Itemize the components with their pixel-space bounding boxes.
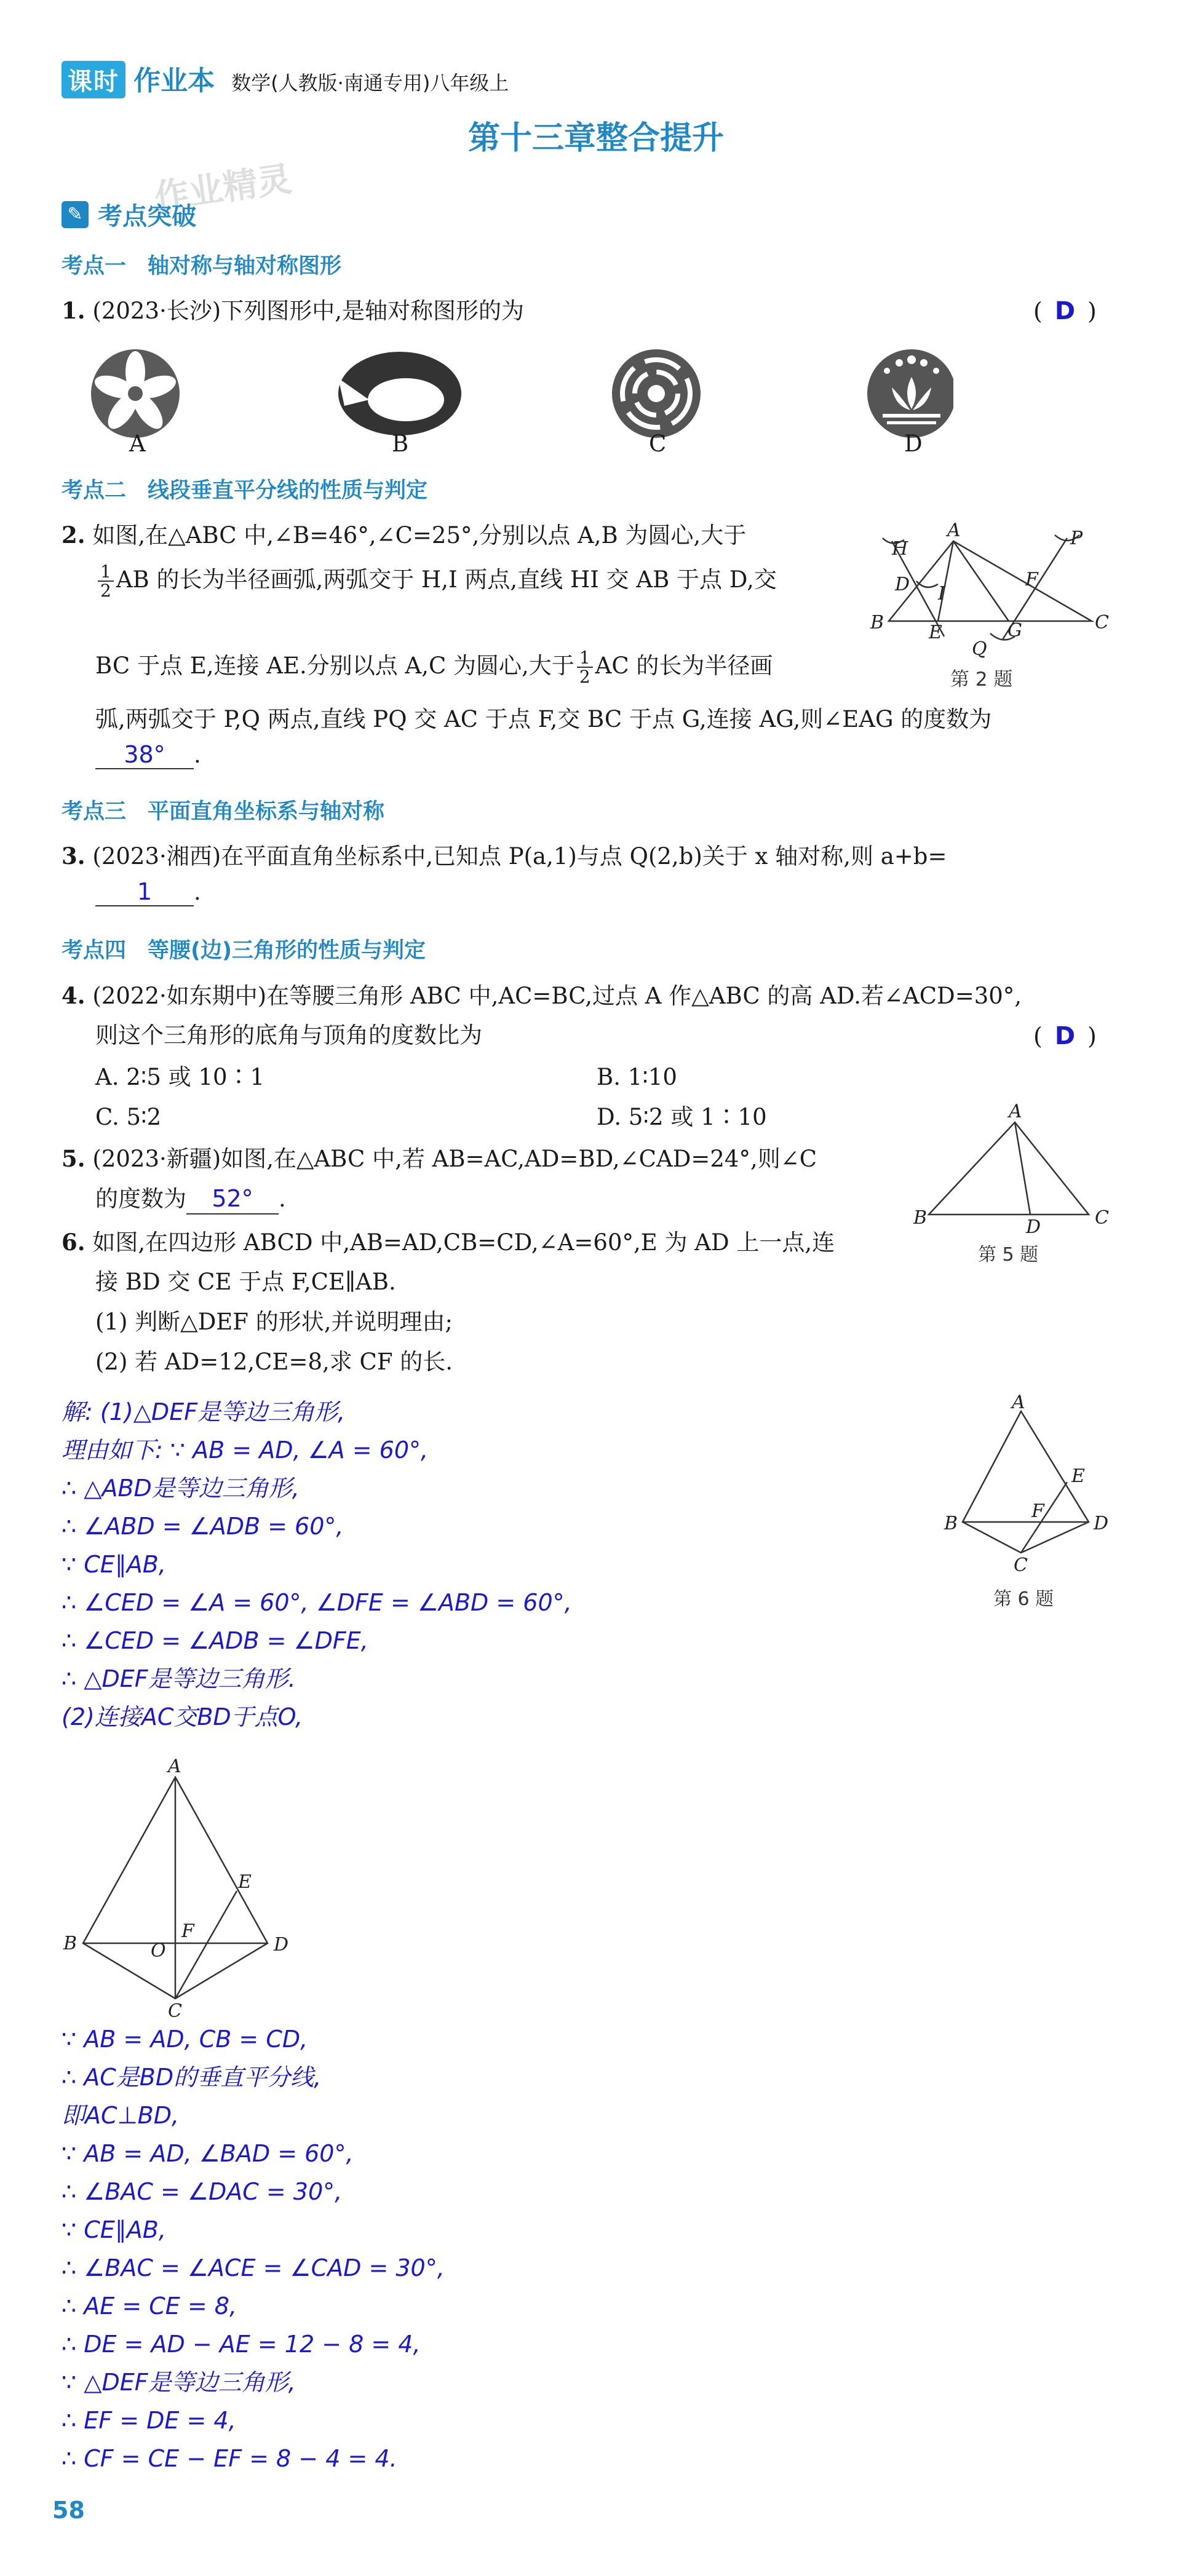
q1-answer-bracket: ( D ) (1033, 297, 1097, 325)
q5-answer: 52° (186, 1185, 279, 1215)
edit-icon: ✎ (62, 201, 89, 228)
solution-label-e: E (238, 1871, 252, 1893)
q2-label-e: E (929, 622, 942, 643)
chapter-title: 第十三章整合提升 (467, 119, 724, 157)
q6-figure (935, 1393, 1126, 1620)
section-2-title: 考点二 线段垂直平分线的性质与判定 (62, 478, 428, 503)
q2-label-f: F (1025, 569, 1038, 590)
watermark: 作业精灵 (152, 159, 295, 218)
q2-text-3b: AC 的长为半径画 (595, 652, 773, 679)
logo: 课时 (62, 61, 125, 98)
solution-line: ∴ ∠ABD = ∠ADB = 60°, (62, 1513, 344, 1540)
q5-label-a: A (1009, 1104, 1022, 1122)
q2-label-q: Q (972, 638, 987, 660)
q4-option-a: A. 2∶5 或 10∶1 (95, 1064, 265, 1090)
solution-label-a: A (168, 1759, 181, 1777)
solution-label-c: C (168, 2000, 182, 2022)
q5-caption: 第 5 题 (978, 1244, 1039, 1266)
category-label: 考点突破 (98, 202, 197, 231)
q2-label-h: H (892, 538, 908, 560)
q2-line-1 (62, 521, 746, 549)
q4-answer-bracket: ( D ) (1033, 1022, 1097, 1050)
q1-option-d: D (904, 430, 923, 457)
solution-line: ∴ AC是BD的垂直平分线, (62, 2064, 322, 2091)
q3-answer-blank: 1 . (95, 878, 201, 906)
q6-label-b: B (944, 1513, 958, 1534)
q2-figure (858, 523, 1122, 695)
solution-line: ∴ ∠CED = ∠A = 60°, ∠DFE = ∠ABD = 60°, (62, 1589, 572, 1616)
q4-option-b: B. 1∶10 (597, 1064, 677, 1090)
page-number: 58 (52, 2497, 85, 2524)
q2-number: 2. (62, 521, 85, 549)
q3-answer: 1 (95, 878, 194, 906)
q1-stem (62, 297, 524, 325)
figure-b-ring (338, 352, 461, 435)
solution-line: ∴ CF = CE − EF = 8 − 4 = 4. (62, 2445, 397, 2472)
q6-sub-1: (1) 判断△DEF 的形状,并说明理由; (95, 1309, 453, 1335)
q4-text-1: (2022·如东期中)在等腰三角形 ABC 中,AC=BC,过点 A 作△ABC 的高 AD.若∠ACD=30°, (92, 983, 1022, 1009)
q2-label-d: D (895, 574, 910, 595)
q6-label-c: C (1014, 1555, 1028, 1576)
q2-fraction-2: $\frac{1}{2}$ (577, 649, 593, 686)
q1-option-a: A (129, 430, 146, 457)
q2-caption: 第 2 题 (950, 668, 1013, 691)
q2-text-2: AB 的长为半径画弧,两弧交于 H,I 两点,直线 HI 交 AB 于点 D,交 (116, 566, 777, 593)
q6-line-1 (62, 1229, 835, 1256)
q6-text-1: 如图,在四边形 ABCD 中,AB=AD,CB=CD,∠A=60°,E 为 AD 上一点,连 (92, 1229, 835, 1256)
q5-text-1: (2023·新疆)如图,在△ABC 中,若 AB=AC,AD=BD,∠CAD=24°,则∠C (92, 1146, 817, 1172)
q3-number: 3. (62, 842, 85, 870)
q1-number: 1. (62, 297, 85, 324)
solution-label-o: O (151, 1940, 166, 1962)
solution-line: ∵ AB = AD, ∠BAD = 60°, (62, 2140, 354, 2167)
solution-label-b: B (63, 1933, 77, 1954)
q5-line-1 (62, 1145, 817, 1173)
q5-number: 5. (62, 1145, 85, 1172)
q2-line-2 (95, 563, 777, 600)
figure-a-emblem (91, 349, 180, 438)
solution-line: (2)连接AC交BD于点O, (62, 1703, 303, 1730)
q5-line-2: 的度数为 52° . (95, 1185, 286, 1215)
q2-answer: 38° (95, 741, 194, 769)
q1-figures (80, 341, 953, 464)
q1-text: (2023·长沙)下列图形中,是轴对称图形的为 (92, 298, 524, 324)
q6-caption: 第 6 题 (993, 1588, 1054, 1610)
subject-label: 数学(人教版·南通专用)八年级上 (231, 71, 509, 95)
q1-option-c: C (649, 430, 667, 457)
section-4-title: 考点四 等腰(边)三角形的性质与判定 (62, 938, 426, 963)
solution-line: ∵ CE∥AB, (62, 1551, 166, 1578)
q6-label-a: A (1012, 1393, 1025, 1413)
q6-line-2: 接 BD 交 CE 于点 F,CE∥AB. (95, 1269, 396, 1295)
q6-label-d: D (1094, 1513, 1109, 1534)
q2-label-b: B (870, 612, 884, 633)
q6-number: 6. (62, 1229, 85, 1256)
q2-label-i: I (938, 583, 945, 604)
q4-answer: D (1054, 1022, 1076, 1050)
category-heading (62, 197, 196, 232)
q5-text-2: 的度数为 (95, 1186, 186, 1212)
solution-line: ∴ △DEF是等边三角形. (62, 1665, 296, 1692)
q6-label-e: E (1071, 1465, 1085, 1487)
q4-line-1 (62, 982, 1022, 1010)
q3-text: (2023·湘西)在平面直角坐标系中,已知点 P(a,1)与点 Q(2,b)关于 x 轴对称,则 a+b= (92, 843, 947, 870)
solution-line: ∴ ∠BAC = ∠ACE = ∠CAD = 30°, (62, 2254, 445, 2281)
q2-label-a: A (947, 523, 961, 541)
solution-line: ∴ ∠BAC = ∠DAC = 30°, (62, 2178, 343, 2205)
solution-line: 即AC⊥BD, (62, 2102, 180, 2129)
figure-d-lotus-emblem (867, 349, 953, 438)
q1-option-b: B (392, 430, 409, 457)
q2-text-3a: BC 于点 E,连接 AE.分别以点 A,C 为圆心,大于 (95, 652, 574, 679)
q4-line-2: 则这个三角形的底角与顶角的度数比为 (95, 1022, 482, 1048)
header (62, 58, 509, 98)
q6-label-f: F (1031, 1500, 1044, 1522)
q4-number: 4. (62, 982, 85, 1009)
q5-label-b: B (913, 1207, 928, 1229)
solution-label-d: D (274, 1934, 289, 1956)
q5-label-d: D (1026, 1216, 1041, 1238)
q2-fraction-1: $\frac{1}{2}$ (98, 563, 114, 600)
q2-label-c: C (1095, 612, 1109, 633)
q4-option-d: D. 5∶2 或 1∶10 (597, 1104, 767, 1130)
solution-label-f: F (181, 1920, 194, 1942)
solution-line: ∴ AE = CE = 8, (62, 2293, 237, 2320)
solution-line: 解: (1)△DEF是等边三角形, (62, 1398, 346, 1425)
q6-sub-2: (2) 若 AD=12,CE=8,求 CF 的长. (95, 1349, 453, 1375)
q2-line-3 (95, 649, 773, 686)
q5-figure (910, 1104, 1113, 1276)
section-3-title: 考点三 平面直角坐标系与轴对称 (62, 799, 385, 824)
solution-line: ∵ △DEF是等边三角形, (62, 2369, 296, 2396)
q5-label-c: C (1095, 1207, 1109, 1229)
q3-stem (62, 842, 947, 870)
solution-line: ∴ △ABD是等边三角形, (62, 1475, 300, 1502)
solution-line: ∵ CE∥AB, (62, 2216, 166, 2243)
section-1-title: 考点一 轴对称与轴对称图形 (62, 254, 342, 279)
q2-text-1: 如图,在△ABC 中,∠B=46°,∠C=25°,分别以点 A,B 为圆心,大于 (92, 522, 747, 549)
solution-line: ∴ EF = DE = 4, (62, 2407, 236, 2434)
q2-line-4: 弧,两弧交于 P,Q 两点,直线 PQ 交 AC 于点 F,交 BC 于点 G,连接 AG,则∠EAG 的度数为 (95, 706, 992, 732)
solution-line: ∴ ∠CED = ∠ADB = ∠DFE, (62, 1627, 368, 1654)
figure-c-swirl (612, 349, 701, 438)
q1-answer: D (1054, 297, 1076, 325)
q2-label-p: P (1070, 528, 1083, 549)
solution-line: ∵ AB = AD, CB = CD, (62, 2026, 308, 2053)
solution-line: 理由如下: ∵ AB = AD, ∠A = 60°, (62, 1437, 429, 1464)
q2-answer-blank: 38° . (95, 741, 201, 769)
q2-label-g: G (1007, 620, 1022, 641)
solution-line: ∴ DE = AD − AE = 12 − 8 = 4, (62, 2331, 421, 2358)
solution-figure (58, 1759, 317, 2023)
q4-option-c: C. 5∶2 (95, 1104, 162, 1130)
book-title: 作业本 (133, 65, 215, 97)
